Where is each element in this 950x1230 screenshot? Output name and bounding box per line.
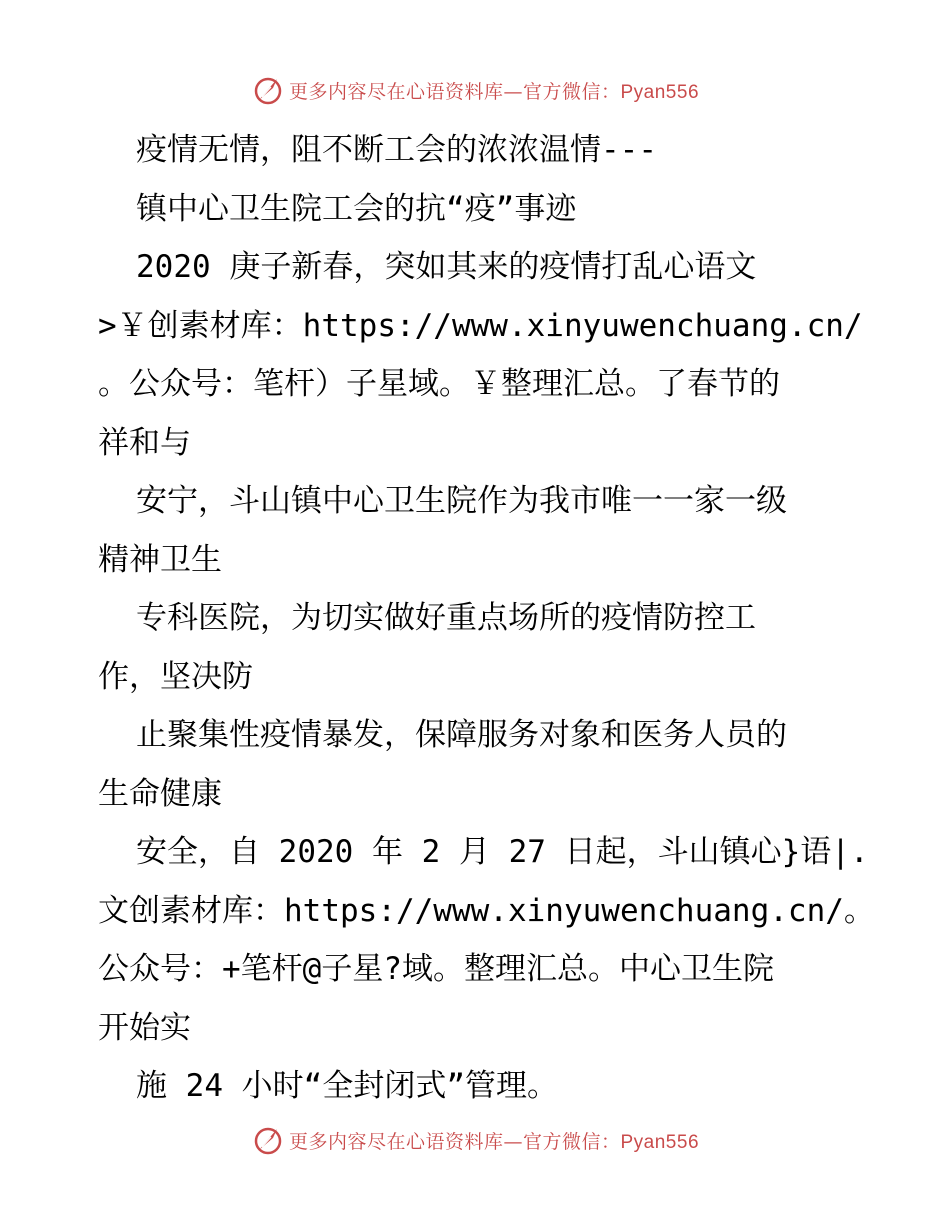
- banner-wechat-label: 官方微信：: [522, 1130, 621, 1153]
- text-line: 。公众号：笔杆）子星域。￥整理汇总。了春节的: [98, 366, 780, 402]
- text-line: 作，坚决防: [98, 658, 253, 695]
- text-line: 专科医院，为切实做好重点场所的疫情防控工: [136, 600, 756, 636]
- text-line: 镇中心卫生院工会的抗“疫”事迹: [136, 190, 577, 227]
- text-line: 开始实: [98, 1009, 191, 1046]
- feather-circle-icon: [251, 73, 285, 107]
- banner-title: 更多内容尽在心语资料库: [288, 80, 504, 103]
- footer-banner: [0, 1120, 950, 1160]
- text-line: 生命健康: [98, 775, 222, 812]
- text-line: 文创素材库：https://www.xinyuwenchuang.cn/。: [98, 892, 875, 929]
- text-line: 公众号：+笔杆@子星?域。整理汇总。中心卫生院: [98, 951, 774, 987]
- banner-separator: —: [503, 80, 523, 103]
- article-body: [98, 121, 875, 1116]
- text-line: 精神卫生: [98, 541, 222, 578]
- banner-text: [289, 77, 699, 104]
- banner-wechat-id: Pyan556: [620, 1131, 700, 1153]
- text-line: >￥创素材库：https://www.xinyuwenchuang.cn/: [98, 307, 863, 344]
- banner-separator: —: [503, 1130, 523, 1153]
- text-line: 疫情无情，阻不断工会的浓浓温情---: [136, 132, 657, 168]
- feather-circle-icon: [251, 1123, 285, 1157]
- banner-wechat-id: Pyan556: [620, 81, 700, 103]
- banner-wechat-label: 官方微信：: [522, 80, 621, 103]
- text-line: 施 24 小时“全封闭式”管理。: [136, 1068, 558, 1104]
- text-line: 安全，自 2020 年 2 月 27 日起，斗山镇心}语|.: [136, 834, 869, 870]
- header-banner: [0, 70, 950, 110]
- banner-title: 更多内容尽在心语资料库: [288, 1130, 504, 1153]
- text-line: 祥和与: [98, 424, 191, 461]
- text-line: 2020 庚子新春，突如其来的疫情打乱心语文: [136, 249, 757, 285]
- text-line: 安宁，斗山镇中心卫生院作为我市唯一一家一级: [136, 483, 787, 519]
- banner-text: [289, 1127, 699, 1154]
- text-line: 止聚集性疫情暴发，保障服务对象和医务人员的: [136, 717, 787, 753]
